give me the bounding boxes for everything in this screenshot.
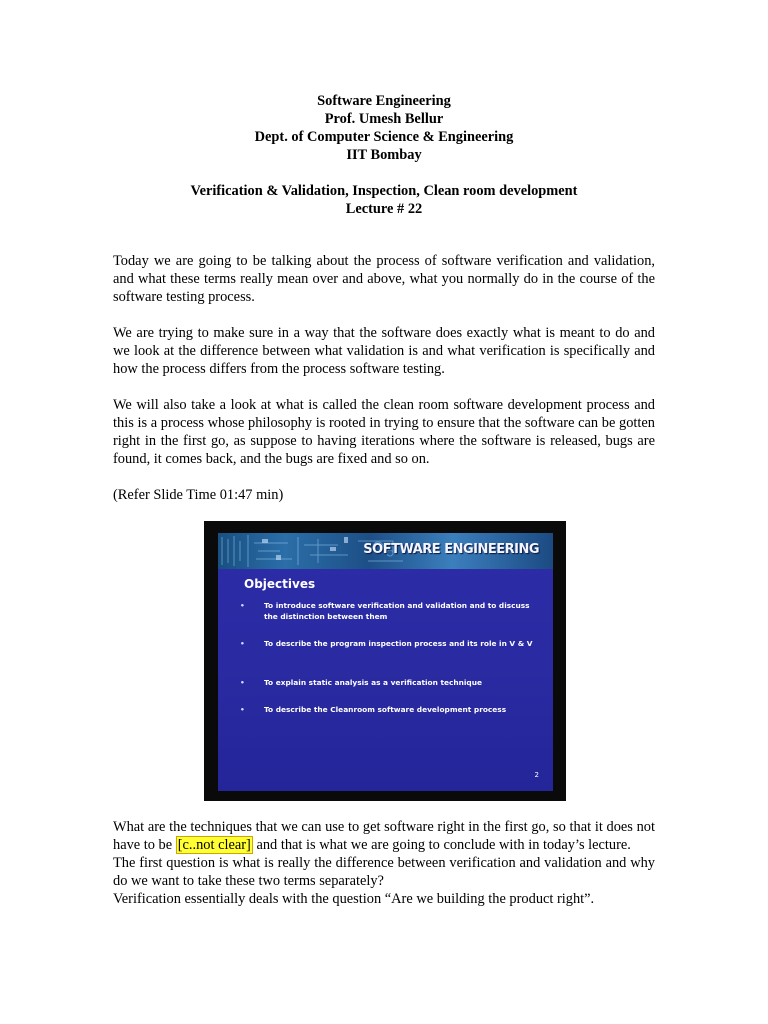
department-name: Dept. of Computer Science & Engineering: [254, 129, 514, 145]
institute-name: IIT Bombay: [346, 147, 422, 163]
document-header: [0, 92, 768, 218]
slide-content: [218, 533, 553, 791]
paragraph-goal: We are trying to make sure in a way that the software does exactly what is meant to do and we look at the difference between what validation is and what verification is specifically and how the process differs from the process software testing.: [113, 325, 655, 377]
paragraph-question: The first question is what is really the difference between verification and validation and why do we want to take these two terms separately?: [113, 855, 655, 889]
slide-list-item: [240, 704, 506, 715]
paragraph-intro: Today we are going to be talking about the process of software verification and validation, and what these terms really mean over and above, what you normally do in the course of the software testing process.: [113, 253, 655, 305]
lecture-slide-image: [204, 521, 566, 801]
paragraph-cleanroom: We will also take a look at what is called the clean room software development process and this is a process whose philosophy is rooted in trying to ensure that the software can be gotten right in the first go, as suppose to having iterations where the software is released, bugs are found, it comes back, and the bugs are fixed and so on.: [113, 397, 655, 467]
slide-list-item: [240, 638, 532, 649]
paragraph-verification: Verification essentially deals with the question “Are we building the product right”.: [113, 891, 595, 907]
paragraph-techniques-start: What are the techniques that we can use to get software right in the first go, so that it does not have to be: [113, 819, 655, 853]
slide-page-number: 2: [534, 771, 539, 779]
slide-list-item-text: To describe the program inspection process and its role in V & V: [264, 639, 533, 648]
lecture-topic: Verification & Validation, Inspection, Clean room development: [190, 183, 578, 199]
paragraph-techniques-end: and that is what we are going to conclude with in today’s lecture.: [252, 837, 631, 853]
course-title: Software Engineering: [317, 93, 451, 109]
bullet-icon: •: [240, 639, 245, 648]
slide-banner: [218, 533, 553, 569]
bullet-icon: •: [240, 601, 245, 610]
slide-list-item-text: To explain static analysis as a verification technique: [264, 678, 482, 687]
slide-list-item: [240, 677, 482, 688]
slide-time-reference: (Refer Slide Time 01:47 min): [113, 487, 284, 503]
slide-list-item-text: To introduce software verification and validation and to discuss the distinction between them: [264, 601, 530, 621]
paragraph-techniques: [113, 818, 655, 854]
bullet-icon: •: [240, 678, 245, 687]
slide-banner-title: SOFTWARE ENGINEERING: [363, 542, 539, 557]
closing-section: [113, 818, 655, 908]
slide-list-item-text: To describe the Cleanroom software development process: [264, 705, 507, 714]
bullet-icon: •: [240, 705, 245, 714]
slide-list-item: [240, 600, 540, 622]
professor-name: Prof. Umesh Bellur: [324, 111, 444, 127]
slide-heading: Objectives: [244, 577, 316, 591]
lecture-number: Lecture # 22: [345, 201, 423, 217]
unclear-highlight: [c..not clear]: [177, 837, 251, 853]
